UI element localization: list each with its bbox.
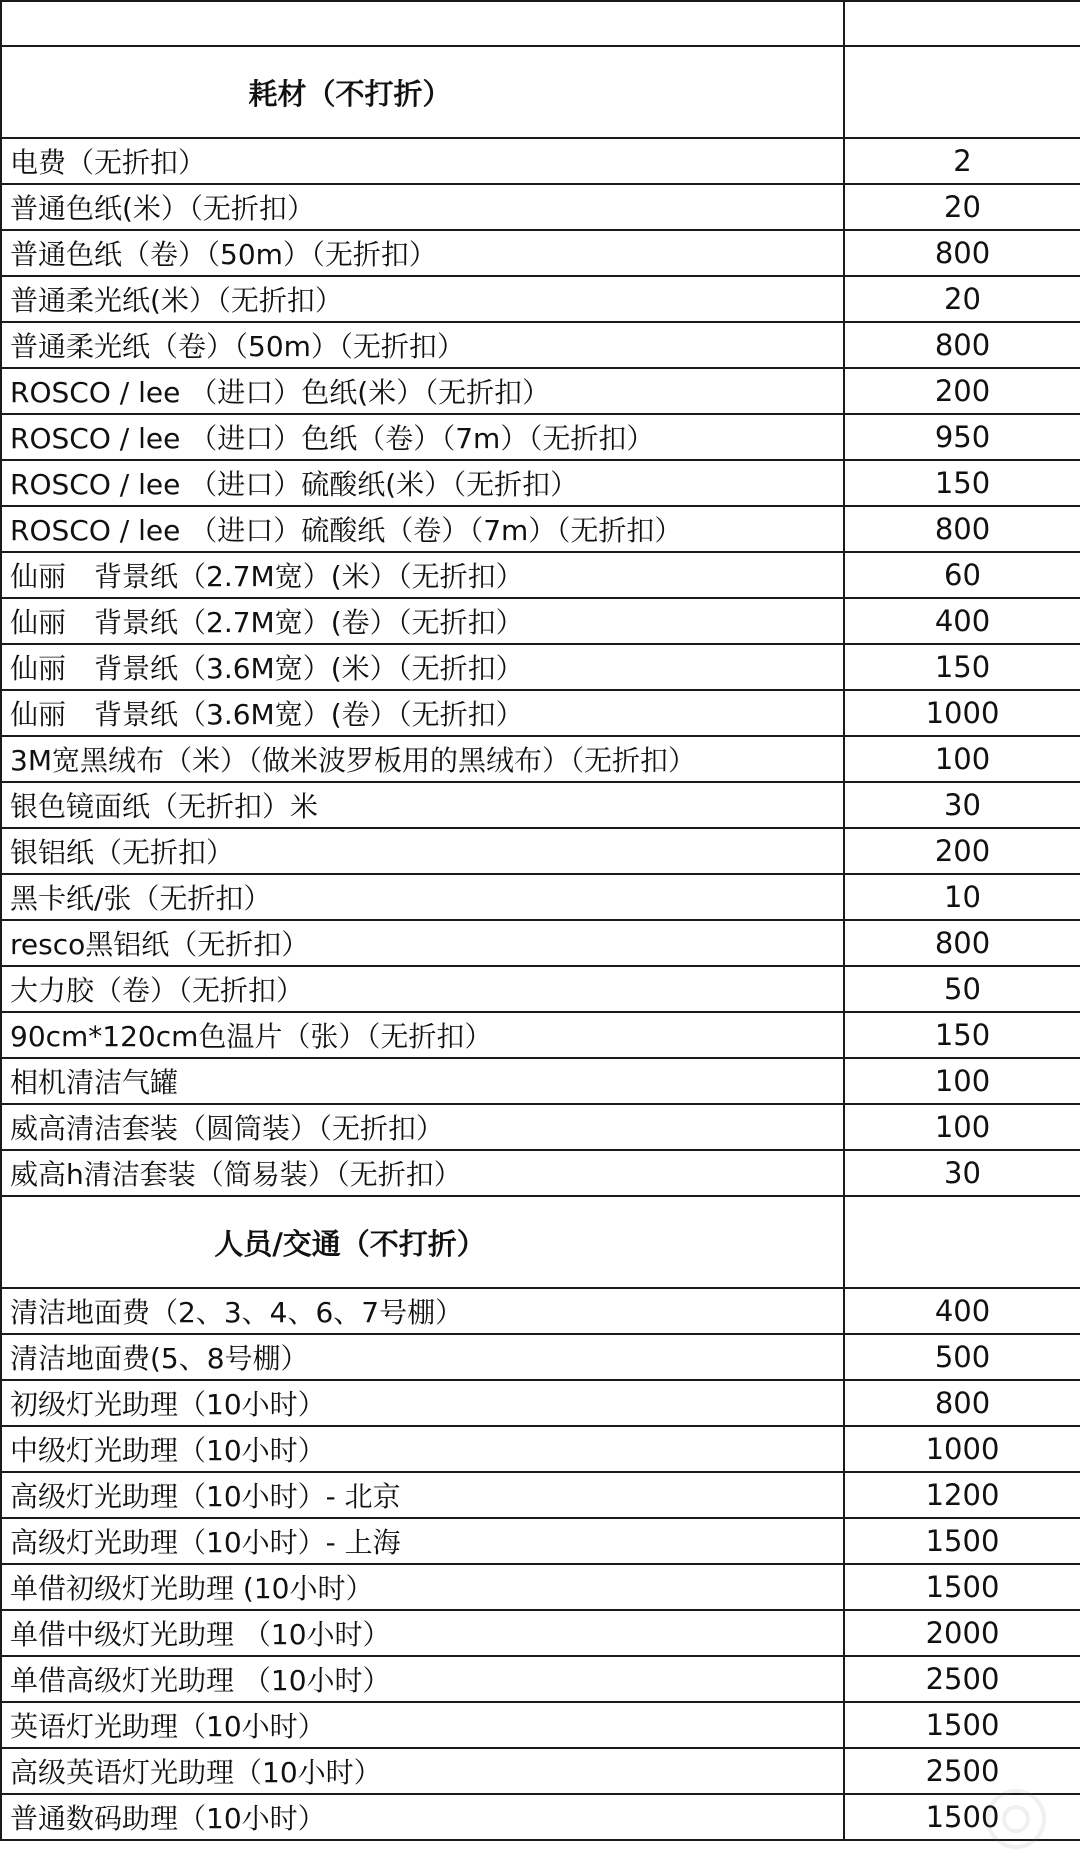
- table-row: [1, 1794, 1080, 1840]
- item-name: 电费（无折扣）: [1, 138, 844, 184]
- table-row: [1, 1104, 1080, 1150]
- item-price: 1500: [844, 1564, 1080, 1610]
- item-price: 800: [844, 230, 1080, 276]
- table-row: [1, 460, 1080, 506]
- item-price: 400: [844, 598, 1080, 644]
- item-price: 2500: [844, 1656, 1080, 1702]
- item-name: 银铝纸（无折扣）: [1, 828, 844, 874]
- item-price: 50: [844, 966, 1080, 1012]
- table-row: [1, 690, 1080, 736]
- item-name: 威高清洁套装（圆筒装）（无折扣）: [1, 1104, 844, 1150]
- item-name: 普通色纸(米）（无折扣）: [1, 184, 844, 230]
- item-name: 仙丽 背景纸（3.6M宽）(米）（无折扣）: [1, 644, 844, 690]
- item-name: ROSCO / lee （进口）硫酸纸（卷）（7m）（无折扣）: [1, 506, 844, 552]
- table-row: [1, 1150, 1080, 1196]
- item-price: 1000: [844, 690, 1080, 736]
- item-name: 威高h清洁套装（简易装）（无折扣）: [1, 1150, 844, 1196]
- table-row: [1, 1288, 1080, 1334]
- item-price: 30: [844, 1150, 1080, 1196]
- item-name: 中级灯光助理（10小时）: [1, 1426, 844, 1472]
- item-price: 400: [844, 1288, 1080, 1334]
- item-name: 3M宽黑绒布（米）（做米波罗板用的黑绒布）（无折扣）: [1, 736, 844, 782]
- table-row: [1, 1472, 1080, 1518]
- table-row: [1, 322, 1080, 368]
- item-price: 1500: [844, 1702, 1080, 1748]
- item-price: 2: [844, 138, 1080, 184]
- item-name: 仙丽 背景纸（3.6M宽）(卷）（无折扣）: [1, 690, 844, 736]
- item-name: 英语灯光助理（10小时）: [1, 1702, 844, 1748]
- table-row: [1, 552, 1080, 598]
- item-name: 普通柔光纸(米）（无折扣）: [1, 276, 844, 322]
- item-name: 相机清洁气罐: [1, 1058, 844, 1104]
- table-row: [1, 1012, 1080, 1058]
- table-row: [1, 368, 1080, 414]
- item-name: 清洁地面费(5、8号棚）: [1, 1334, 844, 1380]
- table-row: [1, 184, 1080, 230]
- table-row: [1, 1564, 1080, 1610]
- item-price: 1500: [844, 1518, 1080, 1564]
- item-name: 仙丽 背景纸（2.7M宽）(米）（无折扣）: [1, 552, 844, 598]
- table-row: [1, 828, 1080, 874]
- table-row: [1, 736, 1080, 782]
- item-price: 30: [844, 782, 1080, 828]
- item-price: 10: [844, 874, 1080, 920]
- item-name: 90cm*120cm色温片（张）（无折扣）: [1, 1012, 844, 1058]
- item-name: resco黑铝纸（无折扣）: [1, 920, 844, 966]
- table-row: [1, 1380, 1080, 1426]
- item-price: 950: [844, 414, 1080, 460]
- item-price: 100: [844, 736, 1080, 782]
- item-name: ROSCO / lee （进口）硫酸纸(米）（无折扣）: [1, 460, 844, 506]
- table-row: [1, 1518, 1080, 1564]
- header-row: [1, 1, 1080, 46]
- table-row: [1, 1610, 1080, 1656]
- section-header-row: [1, 1196, 1080, 1288]
- item-name: 单借高级灯光助理 （10小时）: [1, 1656, 844, 1702]
- section-header-row: [1, 46, 1080, 138]
- item-name: 银色镜面纸（无折扣）米: [1, 782, 844, 828]
- item-price: 800: [844, 1380, 1080, 1426]
- item-name: 仙丽 背景纸（2.7M宽）(卷）（无折扣）: [1, 598, 844, 644]
- item-price: 150: [844, 460, 1080, 506]
- section-title: 耗材（不打折）: [1, 46, 844, 138]
- table-row: [1, 1656, 1080, 1702]
- item-price: 2000: [844, 1610, 1080, 1656]
- table-row: [1, 644, 1080, 690]
- item-price: 1200: [844, 1472, 1080, 1518]
- item-price: 100: [844, 1058, 1080, 1104]
- price-table-body: [1, 1, 1080, 1840]
- header-name-cell: [1, 1, 844, 46]
- item-name: 大力胶（卷）（无折扣）: [1, 966, 844, 1012]
- item-price: 800: [844, 920, 1080, 966]
- item-price: 1500: [844, 1794, 1080, 1840]
- table-row: [1, 1058, 1080, 1104]
- item-name: ROSCO / lee （进口）色纸(米）（无折扣）: [1, 368, 844, 414]
- table-row: [1, 966, 1080, 1012]
- item-price: 100: [844, 1104, 1080, 1150]
- table-row: [1, 874, 1080, 920]
- item-price: 150: [844, 1012, 1080, 1058]
- table-row: [1, 276, 1080, 322]
- item-name: 普通柔光纸（卷）（50m）（无折扣）: [1, 322, 844, 368]
- item-name: 初级灯光助理（10小时）: [1, 1380, 844, 1426]
- item-name: 高级灯光助理（10小时）- 北京: [1, 1472, 844, 1518]
- item-name: 黑卡纸/张（无折扣）: [1, 874, 844, 920]
- table-row: [1, 782, 1080, 828]
- table-row: [1, 920, 1080, 966]
- section-title: 人员/交通（不打折）: [1, 1196, 844, 1288]
- item-price: 150: [844, 644, 1080, 690]
- item-name: 单借初级灯光助理 (10小时）: [1, 1564, 844, 1610]
- item-price: 200: [844, 368, 1080, 414]
- item-name: 普通数码助理（10小时）: [1, 1794, 844, 1840]
- item-price: 2500: [844, 1748, 1080, 1794]
- table-row: [1, 506, 1080, 552]
- item-name: ROSCO / lee （进口）色纸（卷）（7m）（无折扣）: [1, 414, 844, 460]
- item-price: 200: [844, 828, 1080, 874]
- header-price-cell: [844, 1, 1080, 46]
- table-row: [1, 598, 1080, 644]
- item-price: 20: [844, 184, 1080, 230]
- item-price: 800: [844, 322, 1080, 368]
- item-name: 单借中级灯光助理 （10小时）: [1, 1610, 844, 1656]
- item-price: 60: [844, 552, 1080, 598]
- section-price-cell: [844, 46, 1080, 138]
- table-row: [1, 230, 1080, 276]
- section-price-cell: [844, 1196, 1080, 1288]
- item-price: 20: [844, 276, 1080, 322]
- item-name: 高级灯光助理（10小时）- 上海: [1, 1518, 844, 1564]
- item-price: 800: [844, 506, 1080, 552]
- table-row: [1, 1702, 1080, 1748]
- item-name: 清洁地面费（2、3、4、6、7号棚）: [1, 1288, 844, 1334]
- watermark-logo-icon: [970, 1784, 1062, 1854]
- table-row: [1, 414, 1080, 460]
- item-price: 1000: [844, 1426, 1080, 1472]
- table-row: [1, 1748, 1080, 1794]
- item-name: 普通色纸（卷）（50m）（无折扣）: [1, 230, 844, 276]
- table-row: [1, 1334, 1080, 1380]
- table-row: [1, 138, 1080, 184]
- table-row: [1, 1426, 1080, 1472]
- item-name: 高级英语灯光助理（10小时）: [1, 1748, 844, 1794]
- item-price: 500: [844, 1334, 1080, 1380]
